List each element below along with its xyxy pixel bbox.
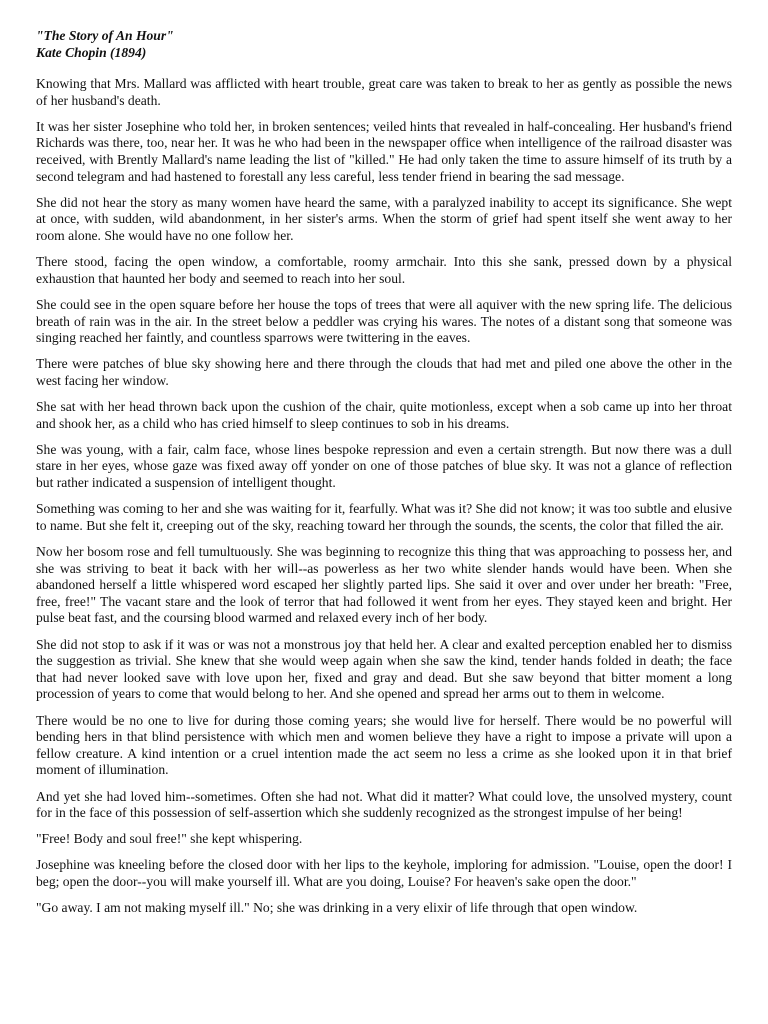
document-page [36,28,732,926]
paragraph-11: She did not stop to ask if it was or was not a monstrous joy that held her. A clear and exalted perception enabled her to dismiss the suggestion as trivial. She knew that she would weep again when she saw the kind, tender hands folded in death; the face that had never looked save with love upon her, fixed and gray and dead. But she saw beyond that bitter moment a long procession of years to come that would belong to her. And she opened and spread her arms out to them in welcome. [36,636,732,702]
author-line: Kate Chopin (1894) [36,44,147,60]
paragraph-13: And yet she had loved him--sometimes. Often she had not. What did it matter? What could love, the unsolved mystery, count for in the face of this possession of self-assertion which she suddenly recognized as the strongest impulse of her being! [36,788,732,821]
paragraph-8: She was young, with a fair, calm face, whose lines bespoke repression and even a certain strength. But now there was a dull stare in her eyes, whose gaze was fixed away off yonder on one of those patches of blue sky. It was not a glance of reflection but rather indicated a suspension of intelligent thought. [36,441,732,491]
paragraph-15: Josephine was kneeling before the closed door with her lips to the keyhole, imploring for admission. "Louise, open the door! I beg; open the door--you will make yourself ill. What are you doing, Louise? For heaven's sake open the door." [36,857,732,890]
paragraph-6: There were patches of blue sky showing here and there through the clouds that had met and piled one above the other in the west facing her window. [36,356,732,388]
paragraph-14: "Free! Body and soul free!" she kept whispering. [36,831,303,847]
paragraph-7: She sat with her head thrown back upon the cushion of the chair, quite motionless, except when a sob came up into her throat and shook her, as a child who has cried himself to sleep continues to sob in his dreams. [36,399,732,431]
paragraph-5: She could see in the open square before her house the tops of trees that were all aquiver with the new spring life. The delicious breath of rain was in the air. In the street below a peddler was crying his wares. The notes of a distant song that someone was singing reached her faintly, and countless sparrows were twittering in the eaves. [36,296,732,346]
story-title: "The Story of An Hour" [36,28,174,43]
paragraph-4: There stood, facing the open window, a comfortable, roomy armchair. Into this she sank, pressed down by a physical exhaustion that haunted her body and seemed to reach into her soul. [36,254,732,286]
paragraph-10: Now her bosom rose and fell tumultuously. She was beginning to recognize this thing that was approaching to possess her, and she was striving to beat it back with her will--as powerless as her two white slender hands would have been. When she abandoned herself a little whispered word escaped her slightly parted lips. She said it over and over under her breath: "Free, free, free!" The vacant stare and the look of terror that had followed it went from her eyes. They stayed keen and bright. Her pulse beat fast, and the coursing blood warmed and relaxed every inch of her body. [36,544,732,626]
title-block [36,28,732,61]
paragraph-2: It was her sister Josephine who told her, in broken sentences; veiled hints that revealed in half-concealing. Her husband's friend Richards was there, too, near her. It was he who had been in the newspaper office when intelligence of the railroad disaster was received, with Brently Mallard's name leading the list of "killed." He had only taken the time to assure himself of its truth by a second telegram and had hastened to forestall any less careful, less tender friend in bearing the sad message. [36,118,732,184]
paragraph-12: There would be no one to live for during those coming years; she would live for herself. There would be no powerful will bending hers in that blind persistence with which men and women believe they have a right to impose a private will upon a fellow creature. A kind intention or a cruel intention made the act seem no less a crime as she looked upon it in that brief moment of illumination. [36,712,732,778]
paragraph-1: Knowing that Mrs. Mallard was afflicted with heart trouble, great care was taken to break to her as gently as possible the news of her husband's death. [36,76,732,108]
paragraph-3: She did not hear the story as many women have heard the same, with a paralyzed inability to accept its significance. She wept at once, with sudden, wild abandonment, in her sister's arms. When the storm of grief had spent itself she went away to her room alone. She would have no one follow her. [36,194,732,243]
paragraph-16: "Go away. I am not making myself ill." No; she was drinking in a very elixir of life through that open window. [36,900,638,916]
story-body [36,76,732,917]
paragraph-9: Something was coming to her and she was waiting for it, fearfully. What was it? She did not know; it was too subtle and elusive to name. But she felt it, creeping out of the sky, reaching toward her through the sounds, the scents, the color that filled the air. [36,501,732,533]
